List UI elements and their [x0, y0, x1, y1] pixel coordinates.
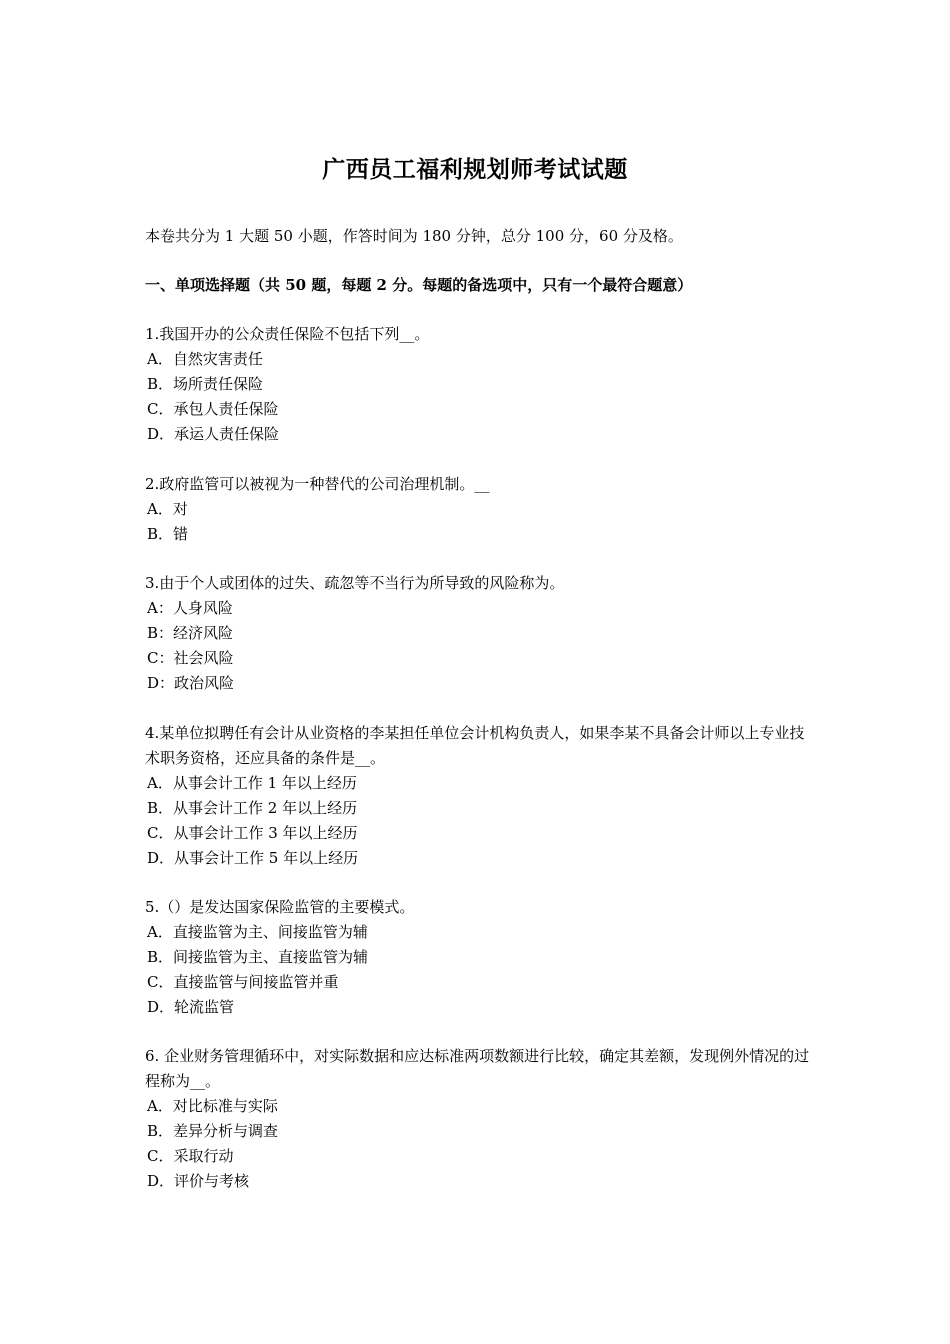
question-stem: 6. 企业财务管理循环中，对实际数据和应达标准两项数额进行比较，确定其差额，发现例外情况的过程称为__。 [145, 1047, 810, 1090]
option-b: B．从事会计工作 2 年以上经历 [147, 799, 358, 817]
option-b: B．间接监管为主、直接监管为辅 [147, 948, 369, 966]
question-2 [145, 472, 810, 547]
option-d: D．轮流监管 [147, 998, 235, 1016]
section-heading: 一、单项选择题（共 50 题，每题 2 分。每题的备选项中，只有一个最符合题意） [145, 276, 693, 294]
option-a: A：人身风险 [147, 599, 233, 617]
option-list [145, 497, 810, 547]
document-title: 广西员工福利规划师考试试题 [322, 156, 628, 183]
option-list [145, 596, 810, 696]
option-c: C．承包人责任保险 [147, 400, 279, 418]
question-3 [145, 571, 810, 696]
option-d: D．承运人责任保险 [147, 425, 280, 443]
option-a: A．从事会计工作 1 年以上经历 [147, 774, 357, 792]
question-stem: 5.（）是发达国家保险监管的主要模式。 [145, 898, 415, 916]
question-6 [145, 1044, 810, 1194]
option-c: C．从事会计工作 3 年以上经历 [147, 824, 358, 842]
option-c: C．直接监管与间接监管并重 [147, 973, 339, 991]
option-list [145, 1094, 810, 1194]
option-list [145, 347, 810, 447]
option-b: B：经济风险 [147, 624, 234, 642]
option-b: B．错 [147, 525, 189, 543]
option-c: C．采取行动 [147, 1147, 234, 1165]
question-4 [145, 721, 810, 871]
option-b: B．差异分析与调查 [147, 1122, 279, 1140]
option-list [145, 771, 810, 871]
option-c: C：社会风险 [147, 649, 234, 667]
option-d: D：政治风险 [147, 674, 235, 692]
option-d: D．评价与考核 [147, 1172, 250, 1190]
option-a: A．对比标准与实际 [147, 1097, 278, 1115]
option-d: D．从事会计工作 5 年以上经历 [147, 849, 359, 867]
exam-intro: 本卷共分为 1 大题 50 小题，作答时间为 180 分钟，总分 100 分，60 分及格。 [145, 227, 683, 245]
question-1 [145, 322, 810, 447]
question-stem: 1.我国开办的公众责任保险不包括下列__。 [145, 325, 430, 343]
question-stem: 3.由于个人或团体的过失、疏忽等不当行为所导致的风险称为。 [145, 574, 565, 592]
option-b: B．场所责任保险 [147, 375, 264, 393]
question-stem: 2.政府监管可以被视为一种替代的公司治理机制。__ [145, 475, 490, 493]
question-stem: 4.某单位拟聘任有会计从业资格的李某担任单位会计机构负责人，如果李某不具备会计师以上专业技术职务资格，还应具备的条件是__。 [145, 724, 805, 767]
option-a: A．对 [147, 500, 188, 518]
question-5 [145, 895, 810, 1020]
option-a: A．直接监管为主、间接监管为辅 [147, 923, 368, 941]
option-a: A．自然灾害责任 [147, 350, 263, 368]
option-list [145, 920, 810, 1020]
